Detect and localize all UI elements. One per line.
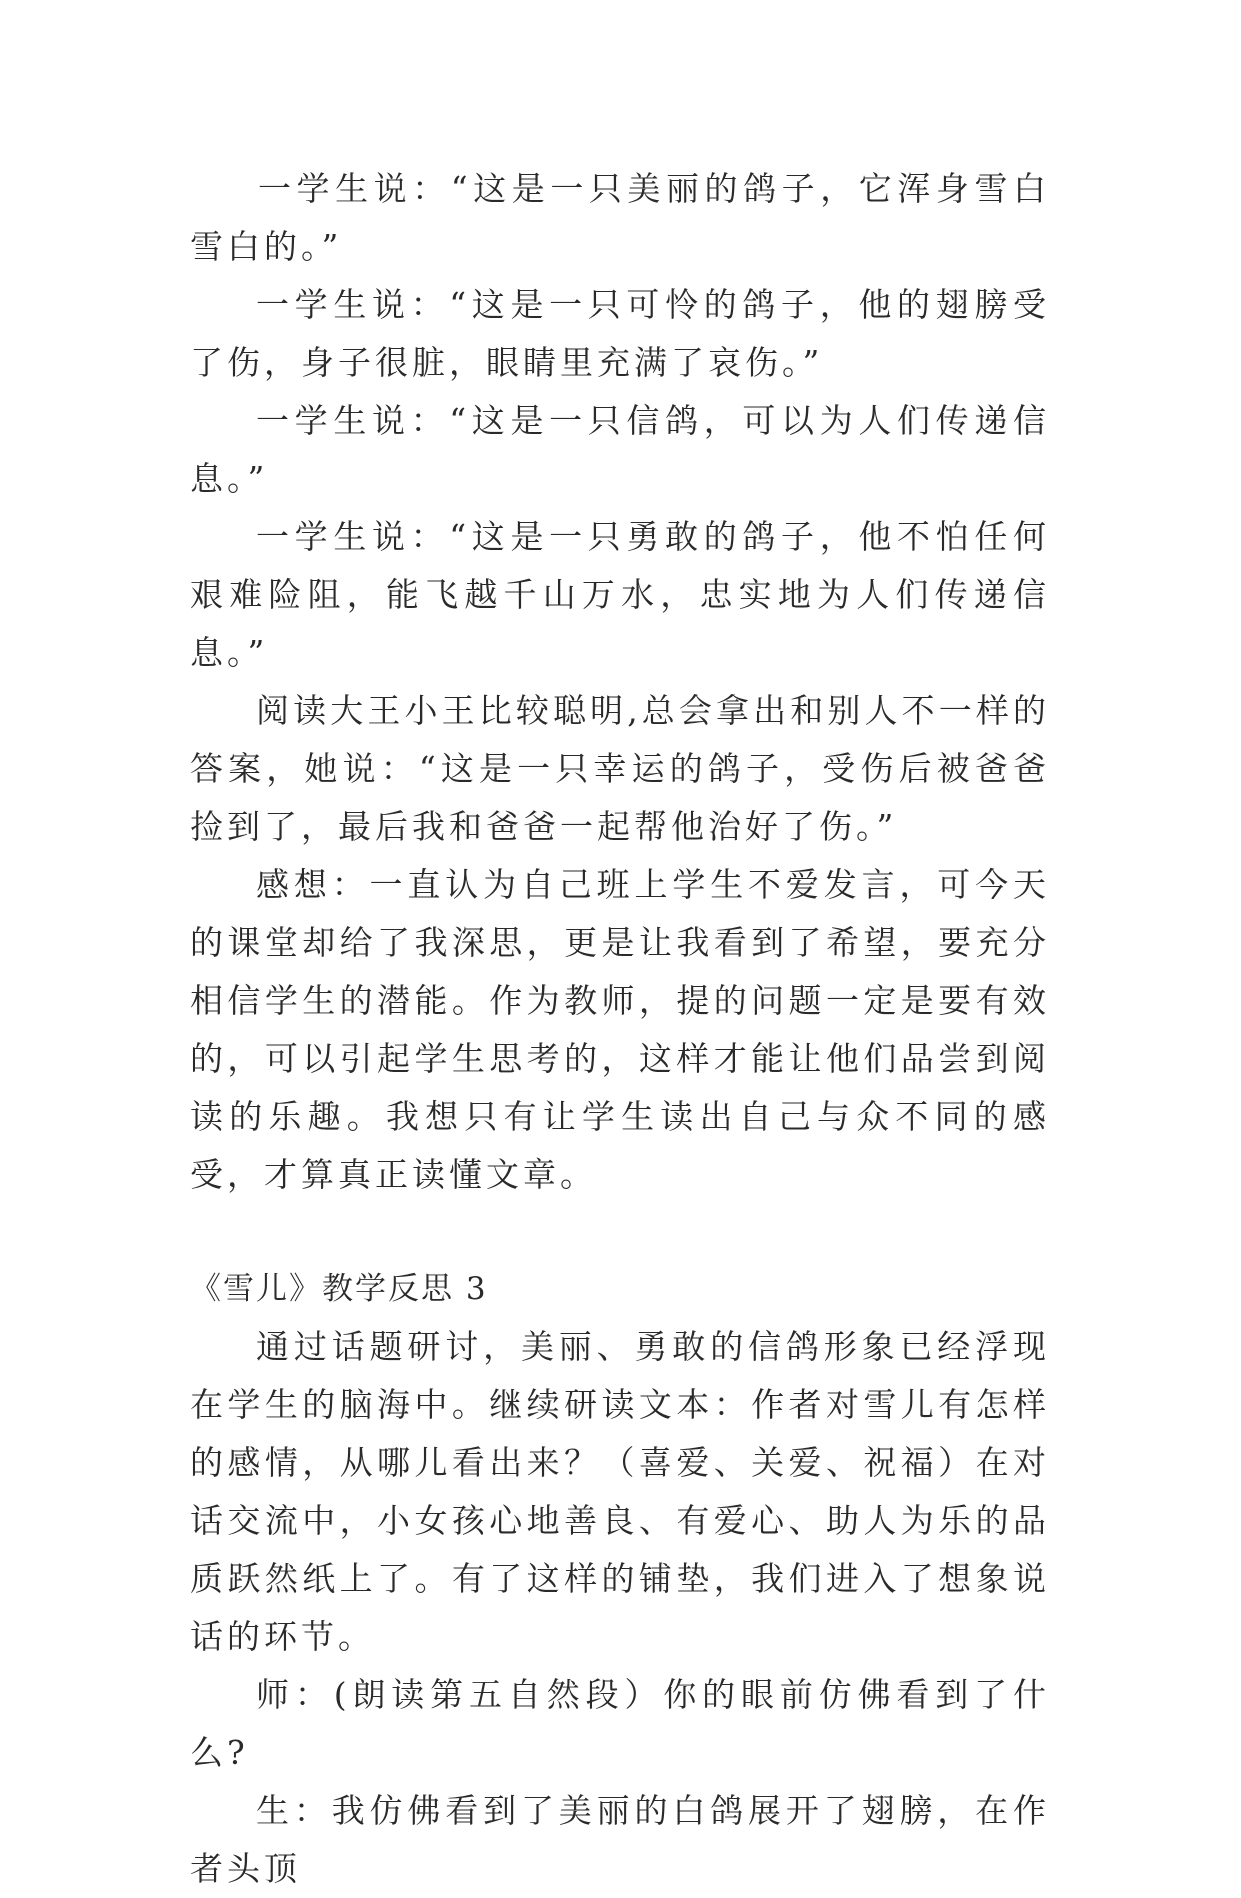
document-page bbox=[190, 160, 1050, 1898]
reading-king-paragraph: 阅读大王小王比较聪明,总会拿出和别人不一样的答案，她说：“这是一只幸运的鸽子，受伤后被爸爸捡到了，最后我和爸爸一起帮他治好了伤。” bbox=[190, 691, 1050, 846]
dialogue-paragraph-1: 一学生说：“这是一只美丽的鸽子，它浑身雪白雪白的。” bbox=[190, 169, 1050, 266]
section-heading: 《雪儿》教学反思 3 bbox=[190, 1271, 488, 1307]
teacher-line: 师：(朗读第五自然段）你的眼前仿佛看到了什么? bbox=[190, 1675, 1050, 1772]
dialogue-paragraph-4: 一学生说：“这是一只勇敢的鸽子，他不怕任何艰难险阻，能飞越千山万水，忠实地为人们传递信息。” bbox=[190, 517, 1050, 672]
dialogue-paragraph-2: 一学生说：“这是一只可怜的鸽子，他的翅膀受了伤，身子很脏，眼睛里充满了哀伤。” bbox=[190, 285, 1050, 382]
reflection-paragraph: 感想：一直认为自己班上学生不爱发言，可今天的课堂却给了我深思，更是让我看到了希望，要充分相信学生的潜能。作为教师，提的问题一定是要有效的，可以引起学生思考的，这样才能让他们品尝到阅读的乐趣。我想只有让学生读出自己与众不同的感受，才算真正读懂文章。 bbox=[190, 865, 1050, 1194]
student-line: 生：我仿佛看到了美丽的白鸽展开了翅膀，在作者头顶 bbox=[190, 1791, 1050, 1888]
dialogue-paragraph-3: 一学生说：“这是一只信鸽，可以为人们传递信息。” bbox=[190, 401, 1050, 498]
discussion-paragraph: 通过话题研讨，美丽、勇敢的信鸽形象已经浮现在学生的脑海中。继续研读文本：作者对雪儿有怎样的感情，从哪儿看出来？（喜爱、关爱、祝福）在对话交流中，小女孩心地善良、有爱心、助人为乐的品质跃然纸上了。有了这样的铺垫，我们进入了想象说话的环节。 bbox=[190, 1327, 1050, 1656]
